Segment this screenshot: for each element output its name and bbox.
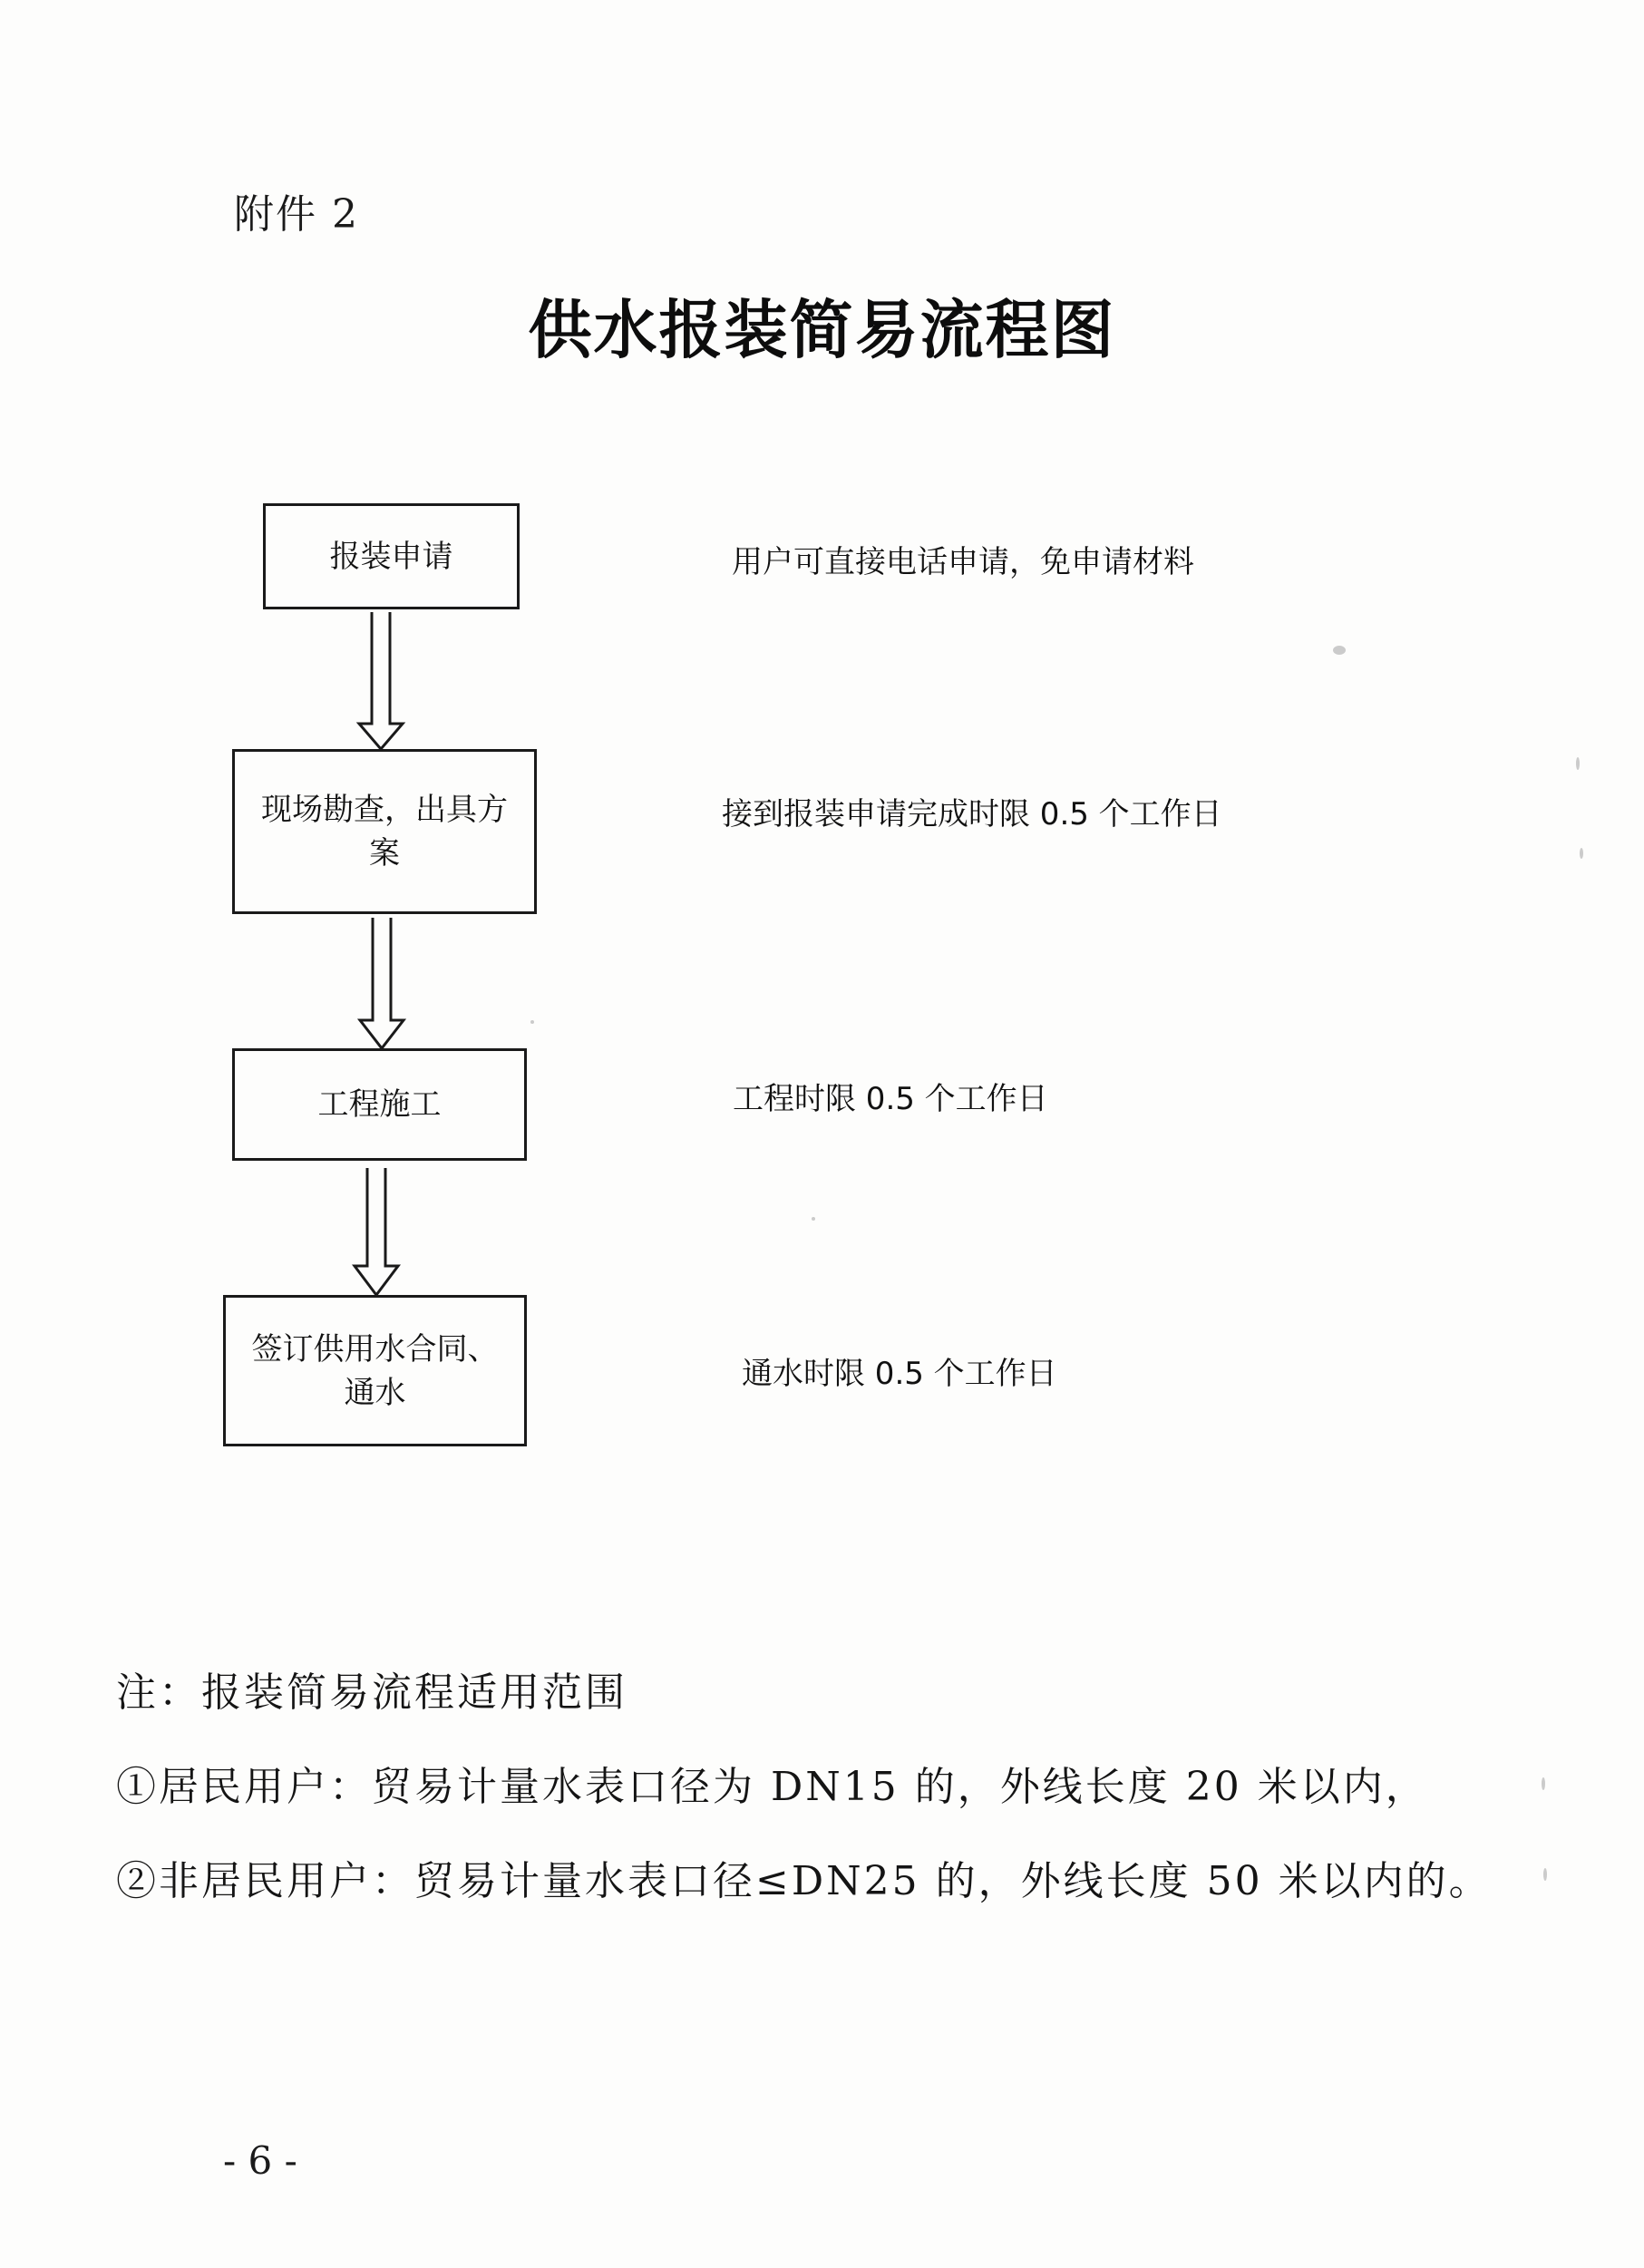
flow-step-note: 用户可直接电话申请，免申请材料 [732, 544, 1194, 580]
flow-step-construction [232, 1048, 527, 1161]
flow-step-label: 签订供用水合同、 [251, 1330, 499, 1368]
notes-item: ①居民用户：贸易计量水表口径为 DN15 的，外线长度 20 米以内， [116, 1764, 1428, 1810]
scan-speck [1580, 848, 1583, 859]
flow-step-label: 现场勘查，出具方 [261, 792, 508, 828]
scope-notes [116, 1646, 1492, 1929]
notes-item: ②非居民用户：贸易计量水表口径≤DN25 的，外线长度 50 米以内的。 [116, 1858, 1492, 1904]
scan-speck [1542, 1777, 1545, 1790]
flow-step-label: 工程施工 [317, 1086, 442, 1123]
flow-step-label: 案 [369, 835, 400, 871]
attachment-label: 附件 2 [234, 191, 359, 238]
flow-step-survey [232, 749, 537, 914]
down-arrow-1 [359, 612, 403, 749]
document-title: 供水报装简易流程图 [528, 292, 1116, 367]
scan-speck [530, 1020, 534, 1024]
flow-step-note: 接到报装申请完成时限 0.5 个工作日 [722, 796, 1222, 832]
flow-step-note: 通水时限 0.5 个工作日 [742, 1356, 1057, 1392]
scan-speck [1576, 757, 1580, 770]
page-number: - 6 - [223, 2138, 297, 2183]
flow-step-label: 通水 [344, 1374, 406, 1411]
flow-step-apply [263, 503, 520, 609]
down-arrow-2 [360, 918, 404, 1048]
flow-step-contract [223, 1295, 527, 1446]
down-arrow-3 [355, 1168, 398, 1295]
flow-step-note: 工程时限 0.5 个工作日 [733, 1081, 1048, 1117]
scan-speck [812, 1217, 815, 1221]
scan-speck [1543, 1868, 1547, 1881]
notes-heading: 注：报装简易流程适用范围 [116, 1669, 627, 1716]
flow-step-label: 报装申请 [329, 538, 453, 575]
scan-speck [1333, 646, 1346, 655]
